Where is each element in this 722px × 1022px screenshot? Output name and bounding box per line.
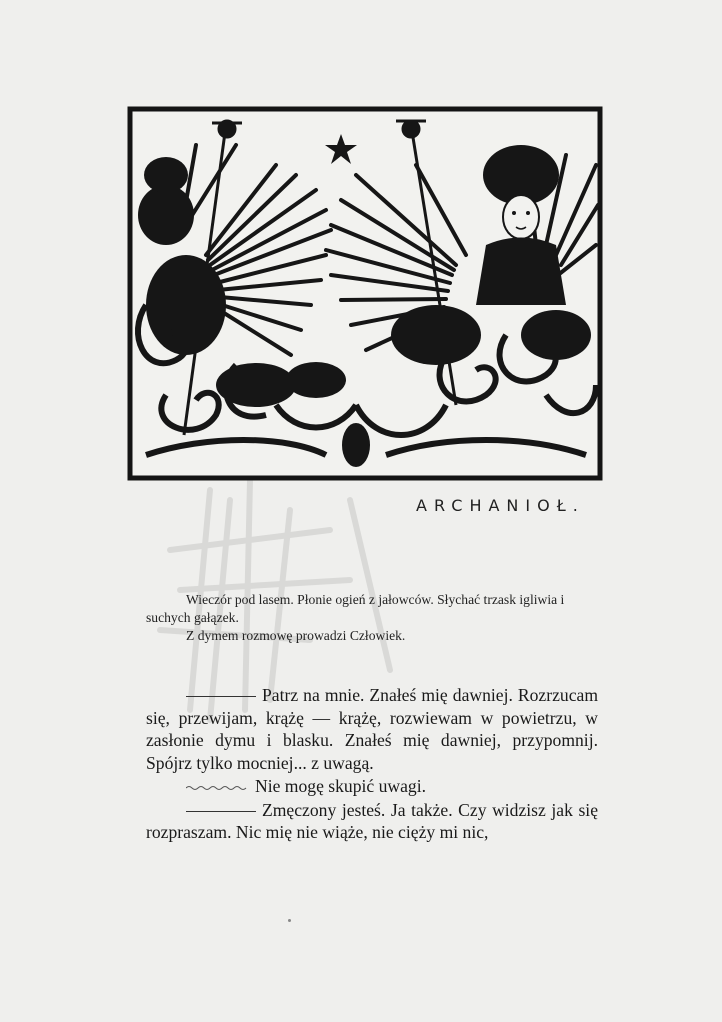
stage-direction-1: Wieczór pod lasem. Płonie ogień z jałowców. Słychać trzask igliwia i suchych gałązek. xyxy=(146,592,565,625)
page-speck xyxy=(288,919,291,922)
stage-directions xyxy=(146,591,596,645)
dialogue-line-2: Nie mogę skupić uwagi. xyxy=(146,775,598,798)
em-dash-rule xyxy=(186,696,256,697)
stage-direction-2: Z dymem rozmowę prowadzi Człowiek. xyxy=(186,628,406,643)
dialogue-line-1: Patrz na mnie. Znałeś mię dawniej. Rozrzucam się, przewijam, krążę — krążę, rozwiewam w powietrzu, w zasłonie dymu i blasku. Znałeś mię dawniej, przypomnij. Spójrz tylko mocniej... z uwagą. xyxy=(146,685,598,773)
em-dash-rule xyxy=(186,811,256,812)
dialogue-line-3: Zmęczony jesteś. Ja także. Czy widzisz jak się rozpraszam. Nic mię nie wiąże, nie cięży mi nic, xyxy=(146,799,598,842)
dialogue-body xyxy=(146,684,598,845)
illustration-caption: ARCHANIOŁ. xyxy=(416,496,585,515)
archangel-woodcut-illustration xyxy=(126,105,604,482)
wavy-rule-icon xyxy=(186,785,248,791)
